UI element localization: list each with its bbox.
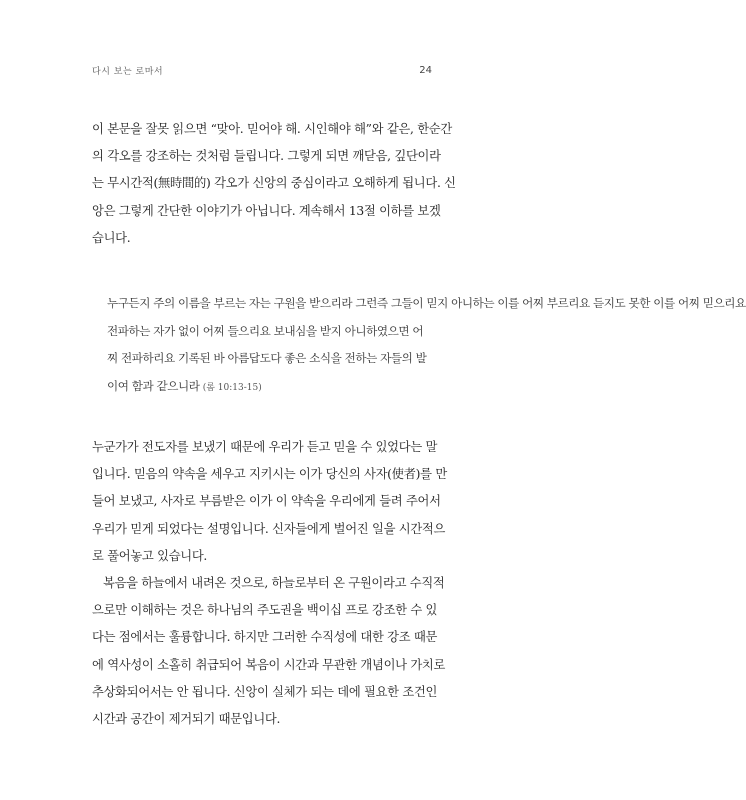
text-line: 우리가 믿게 되었다는 설명입니다. 신자들에게 벌어진 일을 시간적으 bbox=[92, 521, 446, 536]
text-line: 에 역사성이 소홀히 취급되어 복음이 시간과 무관한 개념이나 가치로 bbox=[92, 657, 446, 672]
quote-line-rest: 그런즉 그들이 믿지 아니하는 이를 어찌 부르리요 듣지도 못한 이를 어찌 믿으리요 bbox=[355, 296, 746, 310]
body-paragraph bbox=[92, 570, 446, 733]
running-head-title: 다시 보는 로마서 bbox=[92, 67, 164, 77]
text-line: 앙은 그렇게 간단한 이야기가 아닙니다. 계속해서 13절 이하를 보겠 bbox=[92, 203, 441, 218]
body-paragraph bbox=[92, 116, 456, 252]
text-line: 습니다. bbox=[92, 230, 131, 245]
text-line: 이 본문을 잘못 읽으면 “맞아. 믿어야 해. 시인해야 해”와 같은, 한순간 bbox=[92, 122, 452, 136]
quote-line: 찌 전파하리요 기록된 바 아름답도다 좋은 소식을 전하는 자들의 발 bbox=[107, 351, 427, 365]
text-line: 의 각오를 강조하는 것처럼 들립니다. 그렇게 되면 깨닫음, 깊단이라 bbox=[92, 149, 441, 164]
quote-line-text: 이여 함과 같으니라 bbox=[107, 378, 200, 393]
text-line: 시간과 공간이 제거되기 때문입니다. bbox=[92, 711, 281, 726]
quote-first-phrase: 누구든지 주의 이름을 부르는 자는 구원을 받으리라 bbox=[107, 296, 353, 310]
text-line: 들어 보냈고, 사자로 부름받은 이가 이 약속을 우리에게 들려 주어서 bbox=[92, 494, 441, 509]
page-number: 24 bbox=[419, 65, 432, 76]
quote-line: 전파하는 자가 없이 어찌 들으리요 보내심을 받지 아니하였으면 어 bbox=[107, 323, 424, 338]
text-line: 는 무시간적(無時間的) 각오가 신앙의 중심이라고 오해하게 됩니다. 신 bbox=[92, 176, 456, 191]
text-line: 으로만 이해하는 것은 하나님의 주도권을 백이십 프로 강조한 수 있 bbox=[92, 603, 438, 618]
text-line: 추상화되어서는 안 됩니다. 신앙이 실체가 되는 데에 필요한 조건인 bbox=[92, 684, 438, 699]
quote-citation: (롬 10:13-15) bbox=[202, 382, 262, 393]
text-line: 다는 점에서는 훌륭합니다. 하지만 그러한 수직성에 대한 강조 때문 bbox=[92, 630, 438, 645]
quote-line bbox=[107, 373, 435, 401]
text-line: 복음을 하늘에서 내려온 것으로, 하늘로부터 온 구원이라고 수직적 bbox=[103, 576, 445, 590]
text-line: 입니다. 믿음의 약속을 세우고 지키시는 이가 당신의 사자(使者)를 만 bbox=[92, 467, 447, 482]
text-line: 누군가가 전도자를 보냈기 때문에 우리가 듣고 믿을 수 있었다는 말 bbox=[92, 440, 438, 454]
quote-line bbox=[107, 290, 746, 318]
scripture-quote bbox=[107, 290, 746, 400]
text-line: 로 풀어놓고 있습니다. bbox=[92, 548, 208, 563]
body-paragraph bbox=[92, 434, 447, 570]
